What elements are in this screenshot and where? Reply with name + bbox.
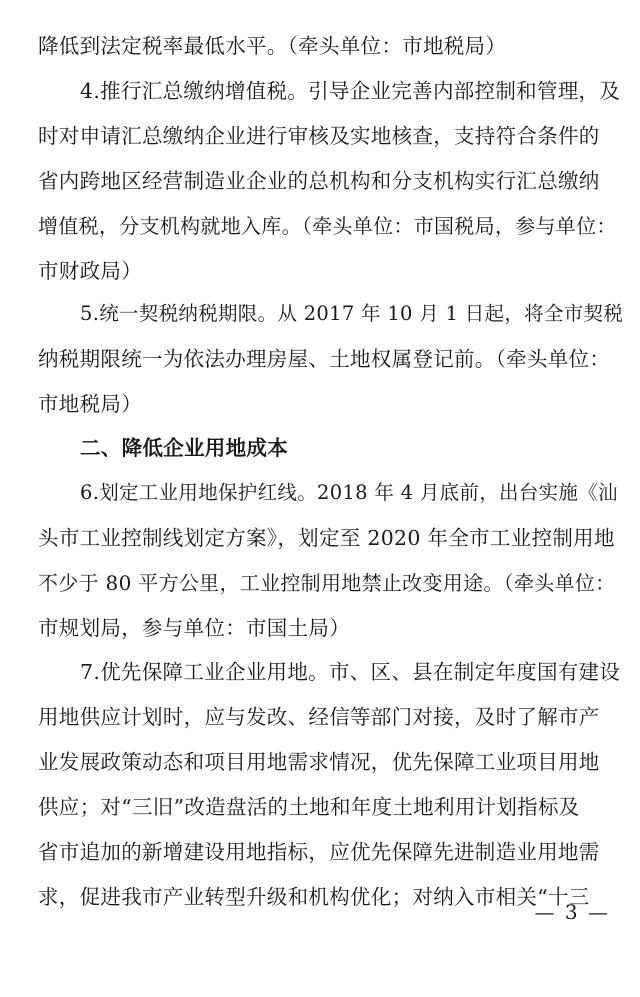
text-line: 省内跨地区经营制造业企业的总机构和分支机构实行汇总缴纳 bbox=[38, 169, 600, 193]
text-line: 增值税，分支机构就地入库。（牵头单位：市国税局，参与单位： bbox=[38, 214, 617, 238]
section-heading: 二、降低企业用地成本 bbox=[80, 436, 288, 460]
text-line: 4.推行汇总缴纳增值税。引导企业完善内部控制和管理，及 bbox=[80, 79, 621, 103]
text-line: 不少于 80 平方公里，工业控制用地禁止改变用途。（牵头单位： bbox=[38, 571, 616, 595]
text-line: 时对申请汇总缴纳企业进行审核及实地核查，支持符合条件的 bbox=[38, 124, 600, 148]
page-number: — 3 — bbox=[534, 900, 610, 924]
text-line: 省市追加的新增建设用地指标，应优先保障先进制造业用地需 bbox=[38, 840, 600, 864]
text-line: 纳税期限统一为依法办理房屋、土地权属登记前。（牵头单位： bbox=[38, 347, 611, 371]
text-line: 6.划定工业用地保护红线。2018 年 4 月底前，出台实施《汕 bbox=[80, 481, 618, 504]
text-line: 用地供应计划时，应与发改、经信等部门对接，及时了解市产 bbox=[38, 705, 600, 729]
text-line: 降低到法定税率最低水平。（牵头单位：市地税局） bbox=[38, 34, 507, 58]
text-line: 求，促进我市产业转型升级和机构优化；对纳入市相关“十三 bbox=[38, 885, 590, 909]
text-line: 市财政局） bbox=[38, 259, 142, 283]
text-line: 供应；对“三旧”改造盘活的土地和年度土地利用计划指标及 bbox=[38, 795, 580, 819]
text-line: 7.优先保障工业企业用地。市、区、县在制定年度国有建设 bbox=[80, 660, 621, 684]
text-line: 业发展政策动态和项目用地需求情况，优先保障工业项目用地 bbox=[38, 750, 600, 774]
text-line: 5.统一契税纳税期限。从 2017 年 10 月 1 日起，将全市契税 bbox=[80, 302, 624, 325]
text-line: 市规划局，参与单位：市国土局） bbox=[38, 616, 350, 640]
text-line: 头市工业控制线划定方案》，划定至 2020 年全市工业控制用地 bbox=[38, 526, 615, 550]
text-line: 市地税局） bbox=[38, 392, 142, 416]
